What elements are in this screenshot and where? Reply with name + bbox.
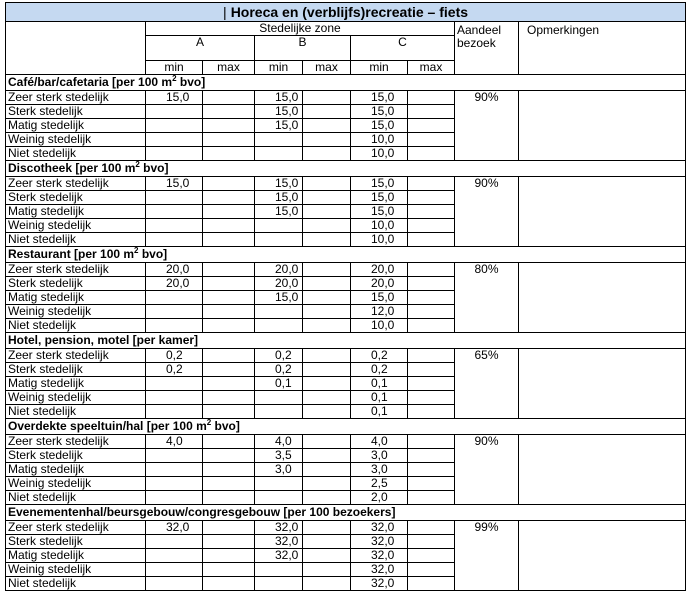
- zone-a-min-value: 15,0: [146, 177, 203, 191]
- row-label: Niet stedelijk: [6, 319, 146, 333]
- zone-b-max-value: [303, 563, 351, 577]
- section-title: [6, 505, 686, 521]
- zone-a-max-value: [203, 349, 255, 363]
- zone-b-min-value: [255, 305, 303, 319]
- row-label: Zeer sterk stedelijk: [6, 521, 146, 535]
- share-header-line2: bezoek: [457, 36, 496, 50]
- zone-a-max-value: [203, 191, 255, 205]
- zone-b-min-value: 3,0: [255, 463, 303, 477]
- parking-norms-table: [5, 2, 686, 591]
- row-label: Sterk stedelijk: [6, 535, 146, 549]
- zone-a-min-value: [146, 405, 203, 419]
- zone-b-min-value: 15,0: [255, 119, 303, 133]
- zone-c-min-value: 15,0: [351, 205, 408, 219]
- zone-c-max-value: [408, 535, 455, 549]
- row-label: Zeer sterk stedelijk: [6, 91, 146, 105]
- zone-c-max-value: [408, 391, 455, 405]
- zone-a-max-value: [203, 205, 255, 219]
- zone-c-max-value: [408, 405, 455, 419]
- row-label: Weinig stedelijk: [6, 219, 146, 233]
- remarks-cell: [519, 91, 686, 161]
- zone-c-max-value: [408, 147, 455, 161]
- zone-a-max-value: [203, 577, 255, 591]
- zone-c-max-header: max: [408, 61, 455, 75]
- zone-a-min-value: [146, 391, 203, 405]
- zone-b-max-value: [303, 147, 351, 161]
- zone-c-max-value: [408, 119, 455, 133]
- remarks-cell: [519, 349, 686, 419]
- section-unit-superscript: 2: [172, 74, 177, 83]
- zone-b-max-value: [303, 263, 351, 277]
- zone-a-max-value: [203, 391, 255, 405]
- row-label: Sterk stedelijk: [6, 449, 146, 463]
- zone-a-max-value: [203, 449, 255, 463]
- zone-c-min-value: 0,1: [351, 377, 408, 391]
- row-label: Zeer sterk stedelijk: [6, 177, 146, 191]
- cursor-mark: |: [223, 4, 227, 20]
- zone-a-min-value: 32,0: [146, 521, 203, 535]
- zone-b-max-value: [303, 133, 351, 147]
- zone-b-max-value: [303, 521, 351, 535]
- zone-a-min-value: 15,0: [146, 91, 203, 105]
- zone-header-row: [6, 22, 686, 36]
- zone-c-max-value: [408, 577, 455, 591]
- section-name: Café/bar/cafetaria [per 100 m: [8, 75, 173, 89]
- zone-c-min-header: min: [351, 61, 408, 75]
- table-row: [6, 435, 686, 449]
- zone-c-max-value: [408, 549, 455, 563]
- zone-b-max-value: [303, 191, 351, 205]
- zone-b-max-value: [303, 233, 351, 247]
- zone-b-min-value: 20,0: [255, 277, 303, 291]
- zone-c-min-value: 15,0: [351, 191, 408, 205]
- zone-c-max-value: [408, 177, 455, 191]
- header-blank: [6, 61, 146, 75]
- share-header: [455, 22, 519, 75]
- zone-a-min-value: [146, 133, 203, 147]
- section-unit-tail: bvo]: [139, 161, 169, 175]
- zone-b-min-value: [255, 219, 303, 233]
- share-value: 80%: [455, 263, 519, 333]
- zone-a-max-value: [203, 105, 255, 119]
- row-label: Weinig stedelijk: [6, 477, 146, 491]
- zone-c-max-value: [408, 563, 455, 577]
- zone-a-max-value: [203, 291, 255, 305]
- zone-c-max-value: [408, 205, 455, 219]
- row-label: Weinig stedelijk: [6, 305, 146, 319]
- row-label: Zeer sterk stedelijk: [6, 435, 146, 449]
- zone-a-min-value: [146, 191, 203, 205]
- zone-c-min-value: 20,0: [351, 263, 408, 277]
- section-title: [6, 419, 686, 435]
- zone-a-min-value: [146, 319, 203, 333]
- zone-a-max-value: [203, 435, 255, 449]
- zone-c-max-value: [408, 91, 455, 105]
- zone-a-max-value: [203, 405, 255, 419]
- zone-a-min-value: [146, 535, 203, 549]
- zone-c-min-value: 32,0: [351, 577, 408, 591]
- zone-c-min-value: 3,0: [351, 449, 408, 463]
- row-label: Sterk stedelijk: [6, 363, 146, 377]
- zone-c-min-value: 32,0: [351, 535, 408, 549]
- zone-b-max-value: [303, 577, 351, 591]
- section-header-row: [6, 75, 686, 91]
- zone-a-min-value: [146, 463, 203, 477]
- row-label: Niet stedelijk: [6, 233, 146, 247]
- zone-b-max-value: [303, 319, 351, 333]
- zone-b-max-value: [303, 391, 351, 405]
- row-label: Niet stedelijk: [6, 147, 146, 161]
- zone-b-min-value: 32,0: [255, 549, 303, 563]
- section-name: Discotheek [per 100 m: [8, 161, 136, 175]
- section-title: [6, 161, 686, 177]
- zone-b-min-value: 15,0: [255, 291, 303, 305]
- zone-a-min-value: 0,2: [146, 363, 203, 377]
- section-unit-superscript: 2: [206, 418, 212, 427]
- row-label: Matig stedelijk: [6, 549, 146, 563]
- zone-c-min-value: 10,0: [351, 133, 408, 147]
- zone-a-min-value: [146, 477, 203, 491]
- zone-c-max-value: [408, 291, 455, 305]
- remarks-header: Opmerkingen: [519, 22, 686, 75]
- row-label: Sterk stedelijk: [6, 277, 146, 291]
- remarks-cell: [519, 263, 686, 333]
- zone-c-min-value: 0,2: [351, 349, 408, 363]
- zone-c-max-value: [408, 191, 455, 205]
- zone-c-min-value: 15,0: [351, 91, 408, 105]
- zone-b-min-value: 15,0: [255, 177, 303, 191]
- zone-c-min-value: 32,0: [351, 521, 408, 535]
- section-title: [6, 247, 686, 263]
- share-value: 90%: [455, 177, 519, 247]
- zone-a-max-value: [203, 119, 255, 133]
- section-header-row: [6, 161, 686, 177]
- zone-b-max-value: [303, 491, 351, 505]
- zone-a-min-value: [146, 291, 203, 305]
- zone-b-max-value: [303, 463, 351, 477]
- table-row: [6, 349, 686, 363]
- zone-b-max-value: [303, 219, 351, 233]
- section-title: [6, 75, 686, 91]
- zone-b-max-value: [303, 535, 351, 549]
- header-blank: [6, 36, 146, 61]
- row-label: Matig stedelijk: [6, 291, 146, 305]
- row-label: Niet stedelijk: [6, 491, 146, 505]
- zone-c-min-value: 3,0: [351, 463, 408, 477]
- zone-a-min-value: [146, 377, 203, 391]
- row-label: Matig stedelijk: [6, 119, 146, 133]
- zone-b-min-value: [255, 405, 303, 419]
- table-row: [6, 521, 686, 535]
- table-row: [6, 177, 686, 191]
- zone-a-min-value: [146, 147, 203, 161]
- share-value: 90%: [455, 91, 519, 161]
- zone-c-min-value: 32,0: [351, 563, 408, 577]
- zone-c-max-value: [408, 477, 455, 491]
- zone-b-min-value: [255, 577, 303, 591]
- zone-a-max-value: [203, 133, 255, 147]
- share-value: 90%: [455, 435, 519, 505]
- section-unit-tail: bvo]: [138, 247, 168, 261]
- table-title-text: Horeca en (verblijfs)recreatie – fiets: [230, 4, 469, 20]
- zone-c-max-value: [408, 435, 455, 449]
- zone-a-max-value: [203, 177, 255, 191]
- row-label: Matig stedelijk: [6, 463, 146, 477]
- zone-a-max-header: max: [203, 61, 255, 75]
- section-unit-tail: bvo]: [211, 419, 240, 433]
- zone-a-max-value: [203, 147, 255, 161]
- zone-a-max-value: [203, 521, 255, 535]
- zone-a-max-value: [203, 305, 255, 319]
- zone-a-max-value: [203, 563, 255, 577]
- zone-a-min-value: [146, 449, 203, 463]
- zone-a-max-value: [203, 377, 255, 391]
- zone-c-max-value: [408, 319, 455, 333]
- zone-b-max-value: [303, 363, 351, 377]
- section-unit-superscript: 2: [134, 246, 139, 255]
- zone-c-min-value: 20,0: [351, 277, 408, 291]
- zone-c-min-value: 4,0: [351, 435, 408, 449]
- zone-a-min-value: 20,0: [146, 263, 203, 277]
- zone-c-max-value: [408, 463, 455, 477]
- zone-a-min-value: [146, 105, 203, 119]
- zone-c-max-value: [408, 491, 455, 505]
- zone-c-min-value: 10,0: [351, 319, 408, 333]
- zone-b-min-value: [255, 563, 303, 577]
- zone-b-min-value: 3,5: [255, 449, 303, 463]
- zone-b-min-value: 0,1: [255, 377, 303, 391]
- zone-b-max-value: [303, 105, 351, 119]
- section-name: Hotel, pension, motel [per kamer]: [8, 333, 199, 347]
- zone-c-min-value: 2,0: [351, 491, 408, 505]
- row-label: Matig stedelijk: [6, 377, 146, 391]
- zone-a-min-value: [146, 219, 203, 233]
- row-label: Sterk stedelijk: [6, 105, 146, 119]
- zone-b-max-value: [303, 349, 351, 363]
- section-header-row: [6, 505, 686, 521]
- zone-b-min-value: 0,2: [255, 363, 303, 377]
- zone-c-max-value: [408, 305, 455, 319]
- zone-b-min-value: 15,0: [255, 105, 303, 119]
- zone-c-max-value: [408, 449, 455, 463]
- zone-b-min-value: 4,0: [255, 435, 303, 449]
- zone-b-min-value: [255, 147, 303, 161]
- zone-a-max-value: [203, 477, 255, 491]
- zone-b-max-value: [303, 549, 351, 563]
- zone-a-min-value: [146, 577, 203, 591]
- zone-b-min-value: [255, 391, 303, 405]
- zone-b-min-value: 15,0: [255, 205, 303, 219]
- zone-a-max-value: [203, 263, 255, 277]
- table-title: [6, 3, 686, 22]
- zone-b-min-header: min: [255, 61, 303, 75]
- zone-c-max-value: [408, 277, 455, 291]
- remarks-cell: [519, 177, 686, 247]
- section-unit-superscript: 2: [135, 160, 140, 169]
- zone-b-min-value: 15,0: [255, 91, 303, 105]
- zone-c-min-value: 0,2: [351, 363, 408, 377]
- zone-c-max-value: [408, 349, 455, 363]
- zone-c-min-value: 12,0: [351, 305, 408, 319]
- row-label: Niet stedelijk: [6, 405, 146, 419]
- zone-a-min-value: [146, 563, 203, 577]
- section-unit-tail: bvo]: [176, 75, 206, 89]
- row-label: Weinig stedelijk: [6, 391, 146, 405]
- zone-b-min-value: 32,0: [255, 535, 303, 549]
- zone-b-max-value: [303, 405, 351, 419]
- zone-b-min-value: [255, 319, 303, 333]
- zone-c-max-value: [408, 219, 455, 233]
- section-name: Evenementenhal/beursgebouw/congresgebouw [per 100 bezoekers]: [8, 505, 396, 519]
- zone-a-min-value: 4,0: [146, 435, 203, 449]
- zone-c-max-value: [408, 363, 455, 377]
- share-value: 99%: [455, 521, 519, 591]
- table-row: [6, 263, 686, 277]
- zone-b-header: B: [255, 36, 351, 61]
- zone-c-min-value: 15,0: [351, 119, 408, 133]
- zone-header-label: Stedelijke zone: [146, 22, 455, 36]
- zone-c-header: C: [351, 36, 455, 61]
- remarks-cell: [519, 435, 686, 505]
- zone-c-min-value: 32,0: [351, 549, 408, 563]
- zone-b-max-value: [303, 477, 351, 491]
- section-name: Overdekte speeltuin/hal [per 100 m: [8, 419, 207, 433]
- zone-a-min-value: [146, 305, 203, 319]
- row-label: Zeer sterk stedelijk: [6, 349, 146, 363]
- zone-a-max-value: [203, 91, 255, 105]
- title-row: [6, 3, 686, 22]
- zone-a-header: A: [146, 36, 255, 61]
- zone-b-min-value: [255, 133, 303, 147]
- zone-c-max-value: [408, 521, 455, 535]
- zone-a-min-value: [146, 491, 203, 505]
- row-label: Matig stedelijk: [6, 205, 146, 219]
- zone-c-min-value: 0,1: [351, 391, 408, 405]
- zone-b-max-value: [303, 119, 351, 133]
- row-label: Weinig stedelijk: [6, 133, 146, 147]
- row-label: Niet stedelijk: [6, 577, 146, 591]
- table-row: [6, 91, 686, 105]
- zone-b-max-value: [303, 177, 351, 191]
- zone-b-min-value: [255, 477, 303, 491]
- zone-a-min-value: 0,2: [146, 349, 203, 363]
- zone-c-max-value: [408, 233, 455, 247]
- zone-c-max-value: [408, 133, 455, 147]
- zone-a-max-value: [203, 535, 255, 549]
- zone-a-min-value: 20,0: [146, 277, 203, 291]
- zone-a-min-value: [146, 233, 203, 247]
- zone-a-max-value: [203, 277, 255, 291]
- zone-b-max-value: [303, 277, 351, 291]
- zone-b-min-value: 32,0: [255, 521, 303, 535]
- share-header-line1: Aandeel: [457, 23, 502, 37]
- zone-a-max-value: [203, 233, 255, 247]
- header-blank: [6, 22, 146, 36]
- zone-b-max-value: [303, 305, 351, 319]
- zone-b-max-value: [303, 435, 351, 449]
- zone-a-max-value: [203, 319, 255, 333]
- zone-c-min-value: 2,5: [351, 477, 408, 491]
- row-label: Sterk stedelijk: [6, 191, 146, 205]
- zone-b-min-value: 20,0: [255, 263, 303, 277]
- zone-a-max-value: [203, 463, 255, 477]
- zone-a-max-value: [203, 363, 255, 377]
- zone-b-max-value: [303, 449, 351, 463]
- zone-c-min-value: 0,1: [351, 405, 408, 419]
- zone-b-min-value: [255, 233, 303, 247]
- section-header-row: [6, 419, 686, 435]
- zone-b-max-value: [303, 91, 351, 105]
- zone-b-min-value: 15,0: [255, 191, 303, 205]
- section-header-row: [6, 333, 686, 349]
- zone-c-min-value: 15,0: [351, 105, 408, 119]
- zone-a-max-value: [203, 219, 255, 233]
- section-title: [6, 333, 686, 349]
- zone-a-min-header: min: [146, 61, 203, 75]
- zone-b-max-value: [303, 291, 351, 305]
- section-header-row: [6, 247, 686, 263]
- remarks-cell: [519, 521, 686, 591]
- zone-c-min-value: 15,0: [351, 177, 408, 191]
- zone-b-min-value: 0,2: [255, 349, 303, 363]
- zone-c-max-value: [408, 377, 455, 391]
- zone-b-min-value: [255, 491, 303, 505]
- zone-a-max-value: [203, 491, 255, 505]
- zone-b-max-header: max: [303, 61, 351, 75]
- share-value: 65%: [455, 349, 519, 419]
- zone-a-min-value: [146, 119, 203, 133]
- zone-c-min-value: 10,0: [351, 219, 408, 233]
- zone-a-max-value: [203, 549, 255, 563]
- zone-b-max-value: [303, 377, 351, 391]
- row-label: Weinig stedelijk: [6, 563, 146, 577]
- zone-c-min-value: 15,0: [351, 291, 408, 305]
- zone-c-min-value: 10,0: [351, 147, 408, 161]
- zone-a-min-value: [146, 549, 203, 563]
- zone-c-max-value: [408, 105, 455, 119]
- row-label: Zeer sterk stedelijk: [6, 263, 146, 277]
- section-name: Restaurant [per 100 m: [8, 247, 135, 261]
- zone-c-min-value: 10,0: [351, 233, 408, 247]
- zone-c-max-value: [408, 263, 455, 277]
- zone-a-min-value: [146, 205, 203, 219]
- zone-b-max-value: [303, 205, 351, 219]
